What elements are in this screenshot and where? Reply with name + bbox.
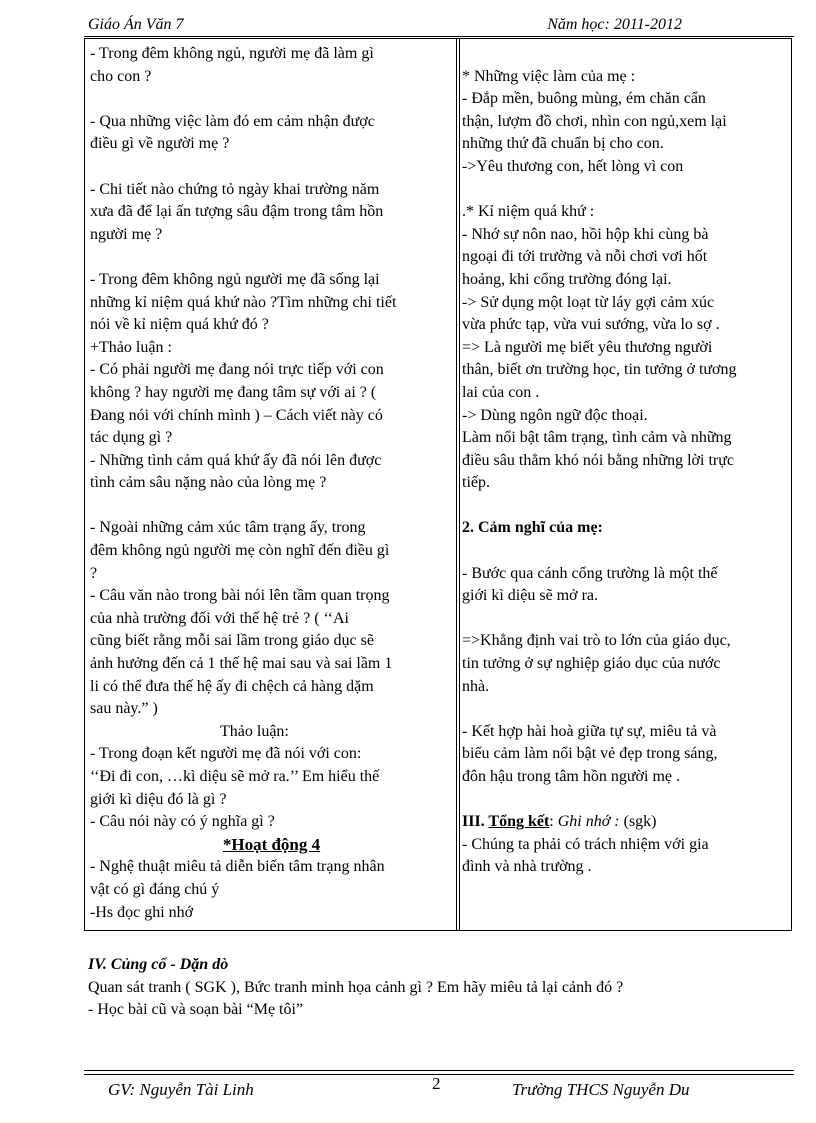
answer-line: nhà. xyxy=(462,677,490,695)
question-line: tác dụng gì ? xyxy=(90,429,173,447)
answer-line: =>Khẳng định vai trò to lớn của giáo dục, xyxy=(462,632,731,650)
section3-num: III. xyxy=(462,813,489,831)
question-line: ‘‘Đi đi con, …kì diệu sẽ mở ra.’’ Em hiểu thế xyxy=(90,768,380,785)
answer-line: ->Yêu thương con, hết lòng vì con xyxy=(462,157,684,175)
question-line: vật có gì đáng chú ý xyxy=(90,880,220,898)
question-line: - Câu nói này có ý nghĩa gì ? xyxy=(90,813,275,831)
answer-line: - Bước qua cánh cổng trường là một thế xyxy=(462,564,718,582)
answer-line: lai của con . xyxy=(462,383,540,401)
footer-teacher: GV: Nguyễn Tài Linh xyxy=(108,1080,254,1099)
question-line: - Trong đêm không ngủ người mẹ đã sống lại xyxy=(90,270,380,288)
answer-line xyxy=(462,789,787,812)
answer-line: vừa phức tạp, vừa vui sướng, vừa lo sợ . xyxy=(462,316,720,334)
answer-line: tiếp. xyxy=(462,474,490,492)
page-header xyxy=(86,14,794,36)
answer-line: đôn hậu trong tâm hồn người mẹ . xyxy=(462,768,680,785)
header-rule xyxy=(84,36,794,37)
answer-line: giới kì diệu sẽ mở ra. xyxy=(462,587,599,605)
question-line xyxy=(90,495,453,518)
answer-line: -> Sử dụng một loạt từ láy gợi cảm xúc xyxy=(462,293,715,311)
question-line: sau này.” ) xyxy=(90,700,158,718)
answer-line: thân, biết ơn trường học, tin tưởng ở tương xyxy=(462,361,737,379)
instruction-line: - Học bài cũ và soạn bài “Mẹ tôi” xyxy=(88,1001,304,1019)
question-line: cũng biết rằng mỗi sai lầm trong giáo dục sẽ xyxy=(90,632,374,650)
footer-school: Trường THCS Nguyễn Du xyxy=(512,1080,690,1099)
lesson-table xyxy=(84,38,792,931)
question-line: những kỉ niệm quá khứ nào ?Tìm những chi tiết xyxy=(90,293,397,311)
answer-line xyxy=(462,495,787,518)
answer-line: hoảng, khi cổng trường đóng lại. xyxy=(462,270,672,288)
section3-colon: : xyxy=(549,813,558,831)
question-line: - Nghệ thuật miêu tả diễn biến tâm trạng nhân xyxy=(90,858,385,876)
header-left: Giáo Án Văn 7 xyxy=(88,16,184,33)
answer-line xyxy=(462,698,787,721)
question-line: giới kì diệu đó là gì ? xyxy=(90,790,227,808)
answer-line: -> Dùng ngôn ngữ độc thoại. xyxy=(462,406,648,424)
column-divider xyxy=(456,39,457,930)
answer-line: - Đắp mền, buông mùng, ém chăn cẩn xyxy=(462,90,706,108)
consolidation-section xyxy=(88,954,623,1022)
answer-line: - Kết hợp hài hoà giữa tự sự, miêu tả và xyxy=(462,722,717,740)
instruction-line: Quan sát tranh ( SGK ), Bức tranh minh họa cảnh gì ? Em hãy miêu tả lại cảnh đó ? xyxy=(88,978,624,996)
answer-line: => Là người mẹ biết yêu thương người xyxy=(462,338,713,356)
questions-column xyxy=(90,43,453,924)
answer-line: - Chúng ta phải có trách nhiệm với gia xyxy=(462,835,709,853)
section2-title: 2. Cảm nghĩ của mẹ: xyxy=(462,519,603,537)
question-line: - Chi tiết nào chứng tỏ ngày khai trường năm xyxy=(90,180,380,198)
question-line: cho con ? xyxy=(90,67,152,85)
question-line: - Câu văn nào trong bài nói lên tầm quan trọng xyxy=(90,587,390,605)
question-line: - Có phải người mẹ đang nói trực tiếp với con xyxy=(90,361,384,379)
section3-note: Ghi nhớ : xyxy=(557,813,620,831)
question-line: tình cảm sâu nặng nào của lòng mẹ ? xyxy=(90,474,327,492)
question-line: li có thể đưa thế hệ ấy đi chệch cả hàng dặm xyxy=(90,677,374,695)
section3-title xyxy=(462,811,787,834)
question-line: +Thảo luận : xyxy=(90,338,172,356)
question-line: đêm không ngủ người mẹ còn nghĩ đến điều gì xyxy=(90,542,390,560)
answer-line xyxy=(462,43,787,66)
question-line: điều gì về người mẹ ? xyxy=(90,135,230,153)
answer-line xyxy=(462,540,787,563)
question-line: - Ngoài những cảm xúc tâm trạng ấy, trong xyxy=(90,519,366,537)
section3-heading: Tổng kết xyxy=(488,813,550,831)
answer-line: điều sâu thẳm khó nói bằng những lời trực xyxy=(462,451,734,469)
answer-line: - Nhớ sự nôn nao, hồi hộp khi cùng bà xyxy=(462,225,709,243)
activity-heading: *Hoạt động 4 xyxy=(222,834,321,854)
question-line xyxy=(90,88,453,111)
question-line: - Qua những việc làm đó em cảm nhận được xyxy=(90,112,375,130)
question-line xyxy=(90,156,453,179)
section3-sgk: (sgk) xyxy=(619,813,657,831)
section4-title: IV. Củng cố - Dặn dò xyxy=(88,956,229,973)
question-line: ? xyxy=(90,564,98,582)
question-line: xưa đã để lại ấn tượng sâu đậm trong tâm hồn xyxy=(90,203,384,221)
answer-line: thận, lượm đồ chơi, nhìn con ngủ,xem lại xyxy=(462,112,727,130)
column-divider-2 xyxy=(459,39,460,930)
question-line: không ? hay người mẹ đang tâm sự với ai ? ( xyxy=(90,383,377,401)
page-number: 2 xyxy=(432,1074,441,1093)
header-right: Năm học: 2011-2012 xyxy=(547,16,682,33)
answer-line: tin tưởng ở sự nghiệp giáo dục của nước xyxy=(462,655,721,673)
question-line: của nhà trường đối với thế hệ trẻ ? ( ‘‘Ai xyxy=(90,609,349,627)
answer-line: những thứ đã chuẩn bị cho con. xyxy=(462,135,664,153)
answer-line: đình và nhà trường . xyxy=(462,858,592,876)
question-line: nói về kỉ niệm quá khứ đó ? xyxy=(90,316,269,334)
question-line: - Những tình cảm quá khứ ấy đã nói lên được xyxy=(90,451,382,469)
question-line xyxy=(90,246,453,269)
answer-line: ngoại đi tới trường và nỗi chơi vơi hốt xyxy=(462,248,708,266)
question-line: ảnh hưởng đến cả 1 thế hệ mai sau và sai lầm 1 xyxy=(90,655,393,673)
answer-line: biểu cảm làm nổi bật vẻ đẹp trong sáng, xyxy=(462,745,718,763)
question-line: -Hs đọc ghi nhớ xyxy=(90,903,194,921)
answer-line xyxy=(462,179,787,202)
answers-column xyxy=(462,43,787,879)
answer-line: Làm nổi bật tâm trạng, tình cảm và những xyxy=(462,429,732,447)
answer-line: * Những việc làm của mẹ : xyxy=(462,67,636,85)
discussion-label: Thảo luận: xyxy=(220,722,289,740)
question-line: người mẹ ? xyxy=(90,225,163,243)
footer-rule xyxy=(84,1070,794,1071)
question-line: - Trong đêm không ngủ, người mẹ đã làm gì xyxy=(90,45,374,62)
question-line: - Trong đoạn kết người mẹ đã nói với con: xyxy=(90,745,362,763)
question-line: Đang nói với chính mình ) – Cách viết này có xyxy=(90,406,383,424)
answer-line: .* Kỉ niệm quá khứ : xyxy=(462,203,595,221)
answer-line xyxy=(462,608,787,631)
